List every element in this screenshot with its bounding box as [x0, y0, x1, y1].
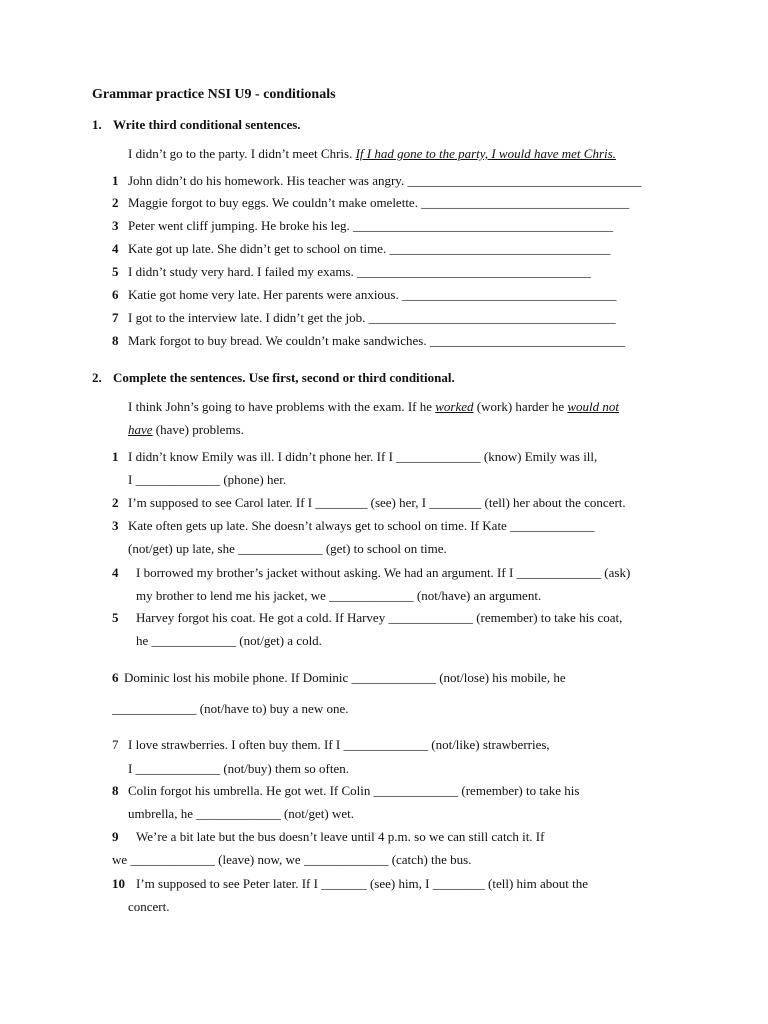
- s1-item-5: [112, 264, 591, 280]
- section-1-number: 1.: [92, 117, 102, 132]
- item-number: 4: [112, 241, 119, 256]
- item-number: 10: [112, 876, 125, 891]
- item-number: 4: [112, 565, 119, 580]
- item-text: I love strawberries. I often buy them. If I _____________ (not/like) strawberries,: [128, 737, 550, 752]
- item-number: 1: [112, 449, 119, 464]
- item-number: 3: [112, 218, 119, 233]
- example-text-a: I think John’s going to have problems with the exam. If he: [128, 399, 436, 414]
- item-text: Colin forgot his umbrella. He got wet. If Colin _____________ (remember) to take his: [128, 783, 580, 798]
- item-text: Kate often gets up late. She doesn’t always get to school on time. If Kate _____________: [128, 518, 595, 533]
- item-text: I’m supposed to see Peter later. If I _______ (see) him, I ________ (tell) him about the: [136, 876, 589, 891]
- item-text: Harvey forgot his coat. He got a cold. If Harvey _____________ (remember) to take his coat,: [136, 610, 623, 625]
- example-worked: worked: [435, 399, 474, 414]
- item-number: 1: [112, 173, 119, 188]
- s1-item-4: [112, 241, 611, 257]
- item-text: We’re a bit late but the bus doesn’t leave until 4 p.m. so we can still catch it. If: [136, 829, 545, 844]
- s2-item-1-line-1: [112, 449, 597, 465]
- item-number: 5: [112, 610, 119, 625]
- s2-item-5-line-1: [112, 610, 622, 626]
- item-number: 5: [112, 264, 119, 279]
- example-text-c: (have) problems.: [152, 422, 244, 437]
- s2-item-5-line-2: he _____________ (not/get) a cold.: [136, 633, 322, 648]
- s1-item-6: [112, 287, 616, 303]
- item-text: I borrowed my brother’s jacket without asking. We had an argument. If I _____________ (ask): [136, 565, 631, 580]
- item-text: I didn’t know Emily was ill. I didn’t phone her. If I _____________ (know) Emily was ill,: [128, 449, 598, 464]
- item-number: 2: [112, 195, 119, 210]
- page-title: Grammar practice NSI U9 - conditionals: [92, 87, 336, 102]
- item-number: 7: [112, 310, 119, 325]
- section-1-heading: [92, 117, 301, 133]
- item-number: 9: [112, 829, 119, 844]
- s1-item-3: [112, 218, 613, 234]
- s1-item-8: [112, 333, 625, 349]
- example-would-not: would not: [567, 399, 620, 414]
- s2-item-7-line-2: I _____________ (not/buy) them so often.: [128, 761, 349, 776]
- item-number: 7: [112, 737, 119, 752]
- s1-item-2: [112, 195, 629, 211]
- s2-item-8-line-2: umbrella, he _____________ (not/get) wet.: [128, 806, 355, 821]
- s2-item-8-line-1: [112, 783, 579, 799]
- example-prompt: I didn’t go to the party. I didn’t meet Chris.: [128, 146, 353, 161]
- item-number: 6: [112, 670, 119, 685]
- section-2-heading: [92, 370, 455, 386]
- s2-item-9-line-1: [112, 829, 544, 845]
- s1-item-1: [112, 173, 641, 189]
- item-number: 8: [112, 333, 119, 348]
- item-number: 2: [112, 495, 119, 510]
- section-1-example: [128, 146, 616, 162]
- section-2-example-line-2: [128, 422, 244, 438]
- item-text: Peter went cliff jumping. He broke his leg. ________________________________________: [128, 218, 614, 233]
- section-1-title: Write third conditional sentences.: [113, 117, 301, 132]
- s2-item-9-line-2: we _____________ (leave) now, we _____________ (catch) the bus.: [112, 852, 472, 867]
- s2-item-6-line-1: [112, 670, 566, 686]
- s2-item-6-line-2: _____________ (not/have to) buy a new one.: [112, 701, 349, 716]
- section-2-title: Complete the sentences. Use first, second or third conditional.: [113, 370, 455, 385]
- item-text: Katie got home very late. Her parents were anxious. _________________________________: [128, 287, 617, 302]
- s2-item-2-line-1: [112, 495, 626, 511]
- item-text: Maggie forgot to buy eggs. We couldn’t make omelette. ________________________________: [128, 195, 630, 210]
- s2-item-1-line-2: I _____________ (phone) her.: [128, 472, 287, 487]
- item-number: 6: [112, 287, 119, 302]
- example-text-b: (work) harder he: [473, 399, 568, 414]
- s2-item-7-line-1: [112, 737, 550, 753]
- item-text: Mark forgot to buy bread. We couldn’t make sandwiches. ______________________________: [128, 333, 625, 348]
- example-have: have: [128, 422, 153, 437]
- item-number: 8: [112, 783, 119, 798]
- item-text: I didn’t study very hard. I failed my exams. ____________________________________: [128, 264, 592, 279]
- s2-item-10-line-1: [112, 876, 588, 892]
- item-number: 3: [112, 518, 119, 533]
- s2-item-3-line-2: (not/get) up late, she _____________ (get) to school on time.: [128, 541, 447, 556]
- section-2-example-line-1: [128, 399, 619, 415]
- item-text: I’m supposed to see Carol later. If I ________ (see) her, I ________ (tell) her about the concert.: [128, 495, 626, 510]
- s2-item-4-line-2: my brother to lend me his jacket, we _____________ (not/have) an argument.: [136, 588, 542, 603]
- example-answer: If I had gone to the party, I would have met Chris.: [355, 146, 616, 161]
- s2-item-3-line-1: [112, 518, 595, 534]
- section-2-number: 2.: [92, 370, 102, 385]
- item-text: Dominic lost his mobile phone. If Dominic _____________ (not/lose) his mobile, he: [124, 670, 566, 685]
- s2-item-4-line-1: [112, 565, 630, 581]
- item-text: John didn’t do his homework. His teacher was angry. ____________________________________: [128, 173, 642, 188]
- item-text: Kate got up late. She didn’t get to school on time. __________________________________: [128, 241, 611, 256]
- item-text: I got to the interview late. I didn’t get the job. ______________________________________: [128, 310, 616, 325]
- s1-item-7: [112, 310, 616, 326]
- s2-item-10-line-2: concert.: [128, 899, 170, 914]
